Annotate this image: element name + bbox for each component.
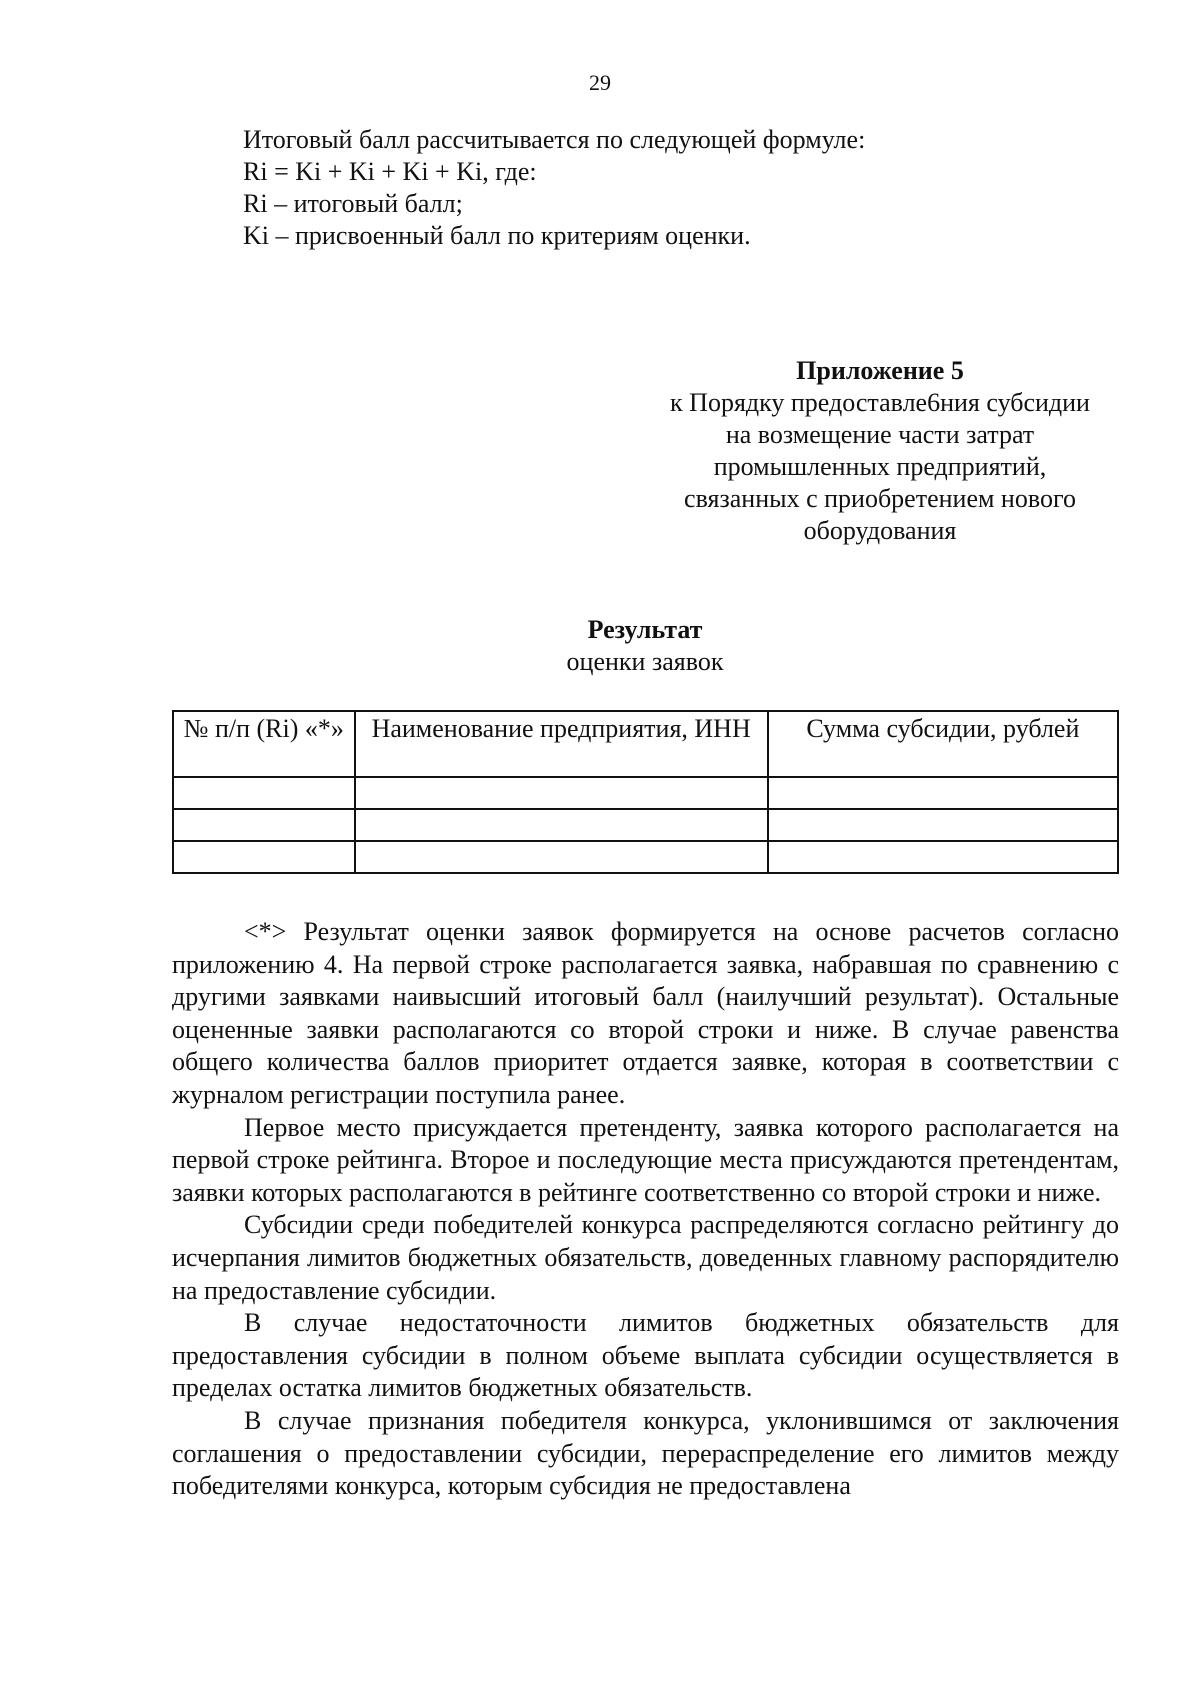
appendix-line: промышленных предприятий, bbox=[713, 452, 1047, 481]
formula-definition-ki: Ki – присвоенный балл по критериям оценки. bbox=[243, 221, 751, 250]
table-cell bbox=[768, 777, 1118, 809]
table-cell bbox=[173, 777, 355, 809]
formula-equation: Ri = Ki + Ki + Ki + Ki, где: bbox=[243, 157, 537, 186]
table-cell bbox=[768, 841, 1118, 873]
body-text bbox=[172, 916, 1119, 1503]
table-cell bbox=[355, 777, 768, 809]
paragraph-first-place: Первое место присуждается претенденту, заявка которого располагается на первой строке рейтинга. Второе и последующие места присуждаются претендентам, заявки которых располагаются в рейтинге соответственно со второй строки и ниже. bbox=[172, 1112, 1119, 1207]
table-header-amount: Сумма субсидии, рублей bbox=[768, 711, 1118, 777]
page-number: 29 bbox=[589, 70, 611, 95]
table-header-number: № п/п (Ri) «*» bbox=[173, 711, 355, 777]
table-row bbox=[173, 809, 1118, 841]
paragraph-footnote: <*> Результат оценки заявок формируется на основе расчетов согласно приложению 4. На первой строке располагается заявка, набравшая по сравнению с другими заявками наивысший итоговый балл (наилучший результат). Остальные оцененные заявки располагаются со второй строки и ниже. В случае равенства общего количества баллов приоритет отдается заявке, которая в соответствии с журналом регистрации поступила ранее. bbox=[172, 917, 1119, 1109]
table-row bbox=[173, 841, 1118, 873]
table-header-row bbox=[173, 711, 1118, 777]
table-cell bbox=[768, 809, 1118, 841]
result-subtitle: оценки заявок bbox=[566, 647, 724, 676]
table-row bbox=[173, 777, 1118, 809]
paragraph-distribution: Субсидии среди победителей конкурса распределяются согласно рейтингу до исчерпания лимитов бюджетных обязательств, доведенных главному распорядителю на предоставление субсидии. bbox=[172, 1210, 1119, 1305]
table-cell bbox=[355, 809, 768, 841]
paragraph-insufficient-limits: В случае недостаточности лимитов бюджетных обязательств для предоставления субсидии в полном объеме выплата субсидии осуществляется в пределах остатка лимитов бюджетных обязательств. bbox=[172, 1308, 1119, 1403]
appendix-line: к Порядку предоставле6ния субсидии bbox=[670, 388, 1090, 417]
appendix-line: связанных с приобретением нового bbox=[684, 484, 1076, 513]
paragraph-redistribution: В случае признания победителя конкурса, уклонившимся от заключения соглашения о предоставлении субсидии, перераспределение его лимитов между победителями конкурса, которым субсидия не предоставлена bbox=[172, 1405, 1119, 1501]
result-table bbox=[172, 710, 1119, 874]
formula-intro: Итоговый балл рассчитывается по следующей формуле: bbox=[243, 125, 866, 154]
table-cell bbox=[355, 841, 768, 873]
result-heading bbox=[0, 614, 1200, 678]
appendix-title: Приложение 5 bbox=[796, 356, 964, 385]
formula-block bbox=[243, 124, 1123, 252]
table-cell bbox=[173, 841, 355, 873]
table-header-enterprise: Наименование предприятия, ИНН bbox=[355, 711, 768, 777]
result-title: Результат bbox=[587, 615, 703, 644]
formula-definition-ri: Ri – итоговый балл; bbox=[243, 189, 463, 218]
table-cell bbox=[173, 809, 355, 841]
appendix-line: оборудования bbox=[803, 516, 957, 545]
appendix-header bbox=[620, 355, 1140, 547]
appendix-line: на возмещение части затрат bbox=[725, 420, 1035, 449]
